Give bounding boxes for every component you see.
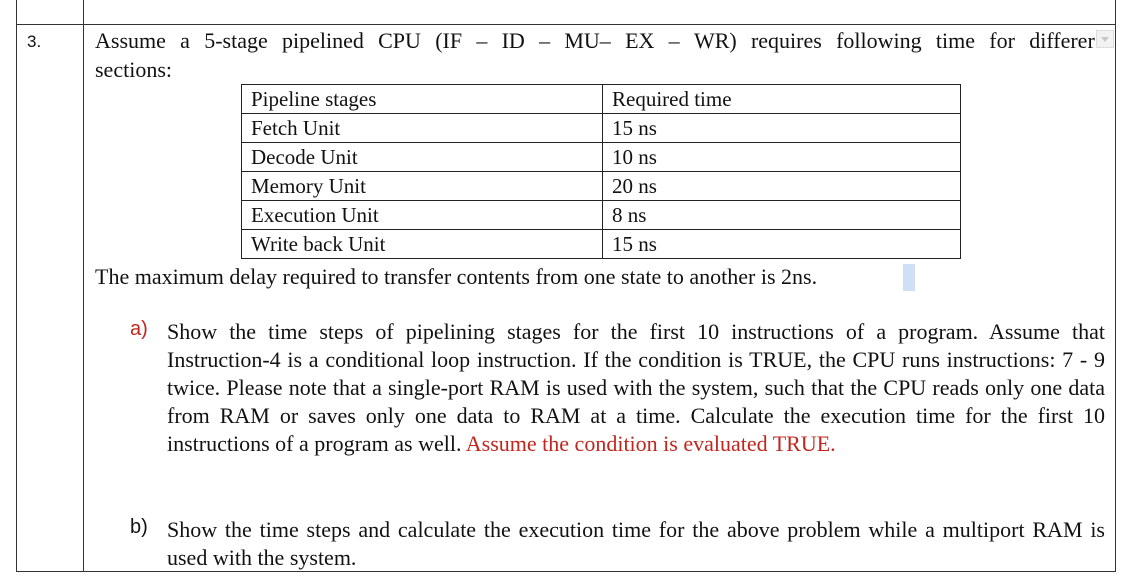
table-row	[242, 230, 961, 259]
intro-word: following	[836, 28, 922, 53]
dropdown-arrow-icon[interactable]	[1096, 30, 1114, 48]
table-cell: 8 ns	[603, 201, 961, 230]
table-cell: 10 ns	[603, 143, 961, 172]
table-row	[242, 172, 961, 201]
part-a-highlight: Assume the condition is evaluated TRUE.	[465, 431, 836, 456]
intro-word: (IF	[435, 28, 463, 53]
intro-word: pipelined	[281, 28, 364, 53]
table-cell: Execution Unit	[242, 201, 603, 230]
part-b-body: Show the time steps and calculate the execution time for the above problem while a multiport RAM is used with the system.	[167, 517, 1105, 570]
intro-word: requires	[750, 28, 822, 53]
intro-line-2: sections:	[95, 57, 172, 82]
row-divider	[16, 24, 1116, 25]
table-cell: Fetch Unit	[242, 114, 603, 143]
intro-word: differer	[1029, 28, 1095, 53]
table-cell: Write back Unit	[242, 230, 603, 259]
intro-word: time	[935, 28, 976, 53]
intro-line-1	[95, 27, 1095, 55]
table-header-cell: Required time	[603, 85, 961, 114]
table-cell: Decode Unit	[242, 143, 603, 172]
table-cell: Memory Unit	[242, 172, 603, 201]
table-header-cell: Pipeline stages	[242, 85, 603, 114]
delay-statement: The maximum delay required to transfer contents from one state to another is 2ns.	[95, 264, 818, 289]
intro-text-1	[95, 27, 1095, 55]
text-cursor-highlight[interactable]	[903, 264, 915, 291]
table-header-row	[242, 85, 961, 114]
table-cell: 15 ns	[603, 230, 961, 259]
table-row	[242, 114, 961, 143]
intro-word: MU–	[564, 28, 611, 53]
part-a-label: a)	[130, 318, 148, 340]
intro-word: EX	[625, 28, 655, 53]
intro-word: –	[476, 28, 488, 53]
part-a-text: Show the time steps of pipelining stages for the first 10 instructions of a program. Assume that Instruction-4 is a conditional loop instruction. If the condition is TRUE, the CPU runs instructions: 7 - 9 twice. Please note that a single-port RAM is used with the system, such that the CPU reads only one data from RAM or saves only one data to RAM at a time. Calculate the execution time for the first 10 instructions of a program as well.	[167, 319, 1105, 456]
intro-word: CPU	[378, 28, 421, 53]
table-row	[242, 143, 961, 172]
pipeline-stage-table	[241, 84, 961, 259]
part-b-label: b)	[130, 516, 148, 538]
intro-word: –	[668, 28, 680, 53]
intro-word: 5-stage	[204, 28, 268, 53]
table-row	[242, 201, 961, 230]
intro-word: a	[180, 28, 190, 53]
intro-word: for	[989, 28, 1015, 53]
table-cell: 20 ns	[603, 172, 961, 201]
question-number: 3.	[27, 32, 42, 51]
intro-word: –	[539, 28, 551, 53]
intro-word: WR)	[693, 28, 737, 53]
column-divider	[83, 0, 84, 572]
intro-word: ID	[501, 28, 525, 53]
part-a-body	[167, 318, 1105, 458]
table-cell: 15 ns	[603, 114, 961, 143]
intro-word: Assume	[95, 28, 166, 53]
